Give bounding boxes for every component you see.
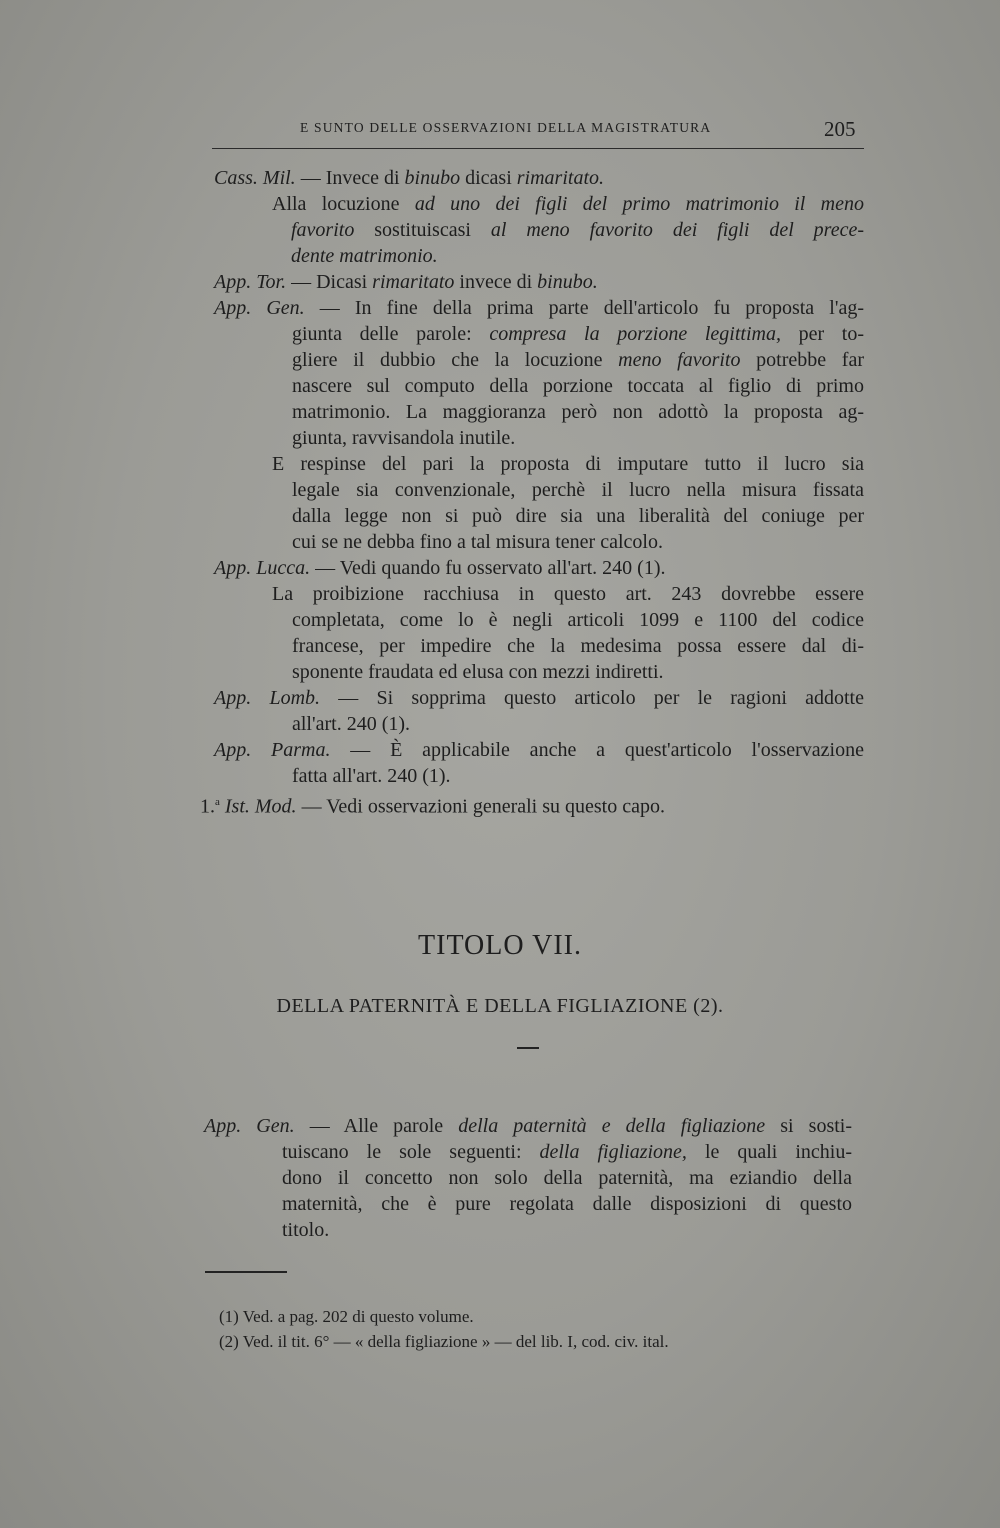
italic-span: binubo [404, 167, 461, 189]
entry-line: francese, per impedire che la medesima possa essere dal di- [292, 635, 864, 657]
text-span: dicasi [465, 167, 512, 189]
entry-line: nascere sul computo della porzione toccata al figlio di primo [292, 375, 864, 397]
source-label: App. Gen. [214, 297, 305, 319]
entry-app-lucca [214, 555, 864, 581]
text-span: — Vedi osservazioni generali su questo capo. [301, 795, 665, 818]
text-span: — In fine della prima parte dell'articolo fu proposta l'ag- [319, 297, 864, 319]
text-span: Dicasi [316, 271, 368, 293]
entry-e-respinse [214, 451, 864, 555]
footnote-rule [205, 1271, 287, 1273]
entry-line [214, 347, 864, 373]
entry-line: La proibizione racchiusa in questo art. 243 dovrebbe essere [272, 583, 864, 605]
italic-span: rimaritato [372, 271, 455, 293]
italic-span: al meno favorito dei figli del prece- [490, 219, 864, 241]
text-span: si sosti- [780, 1115, 853, 1137]
source-label: Ist. Mod. [224, 795, 297, 818]
text-span: sostituiscasi [374, 219, 471, 241]
ordinal-superscript: a [215, 796, 220, 808]
text-span: Invece di [325, 167, 400, 189]
entry-app-lomb [214, 685, 864, 737]
italic-span: meno favorito [618, 349, 741, 371]
text-span: — È applicabile anche a quest'articolo l'osservazione [350, 739, 864, 761]
text-span: invece di [459, 271, 533, 293]
entry-line [214, 295, 864, 321]
source-label: App. Lomb. [214, 687, 321, 709]
italic-span: dente matrimonio. [291, 245, 438, 267]
text-span: Alla locuzione [272, 193, 400, 215]
source-label: App. Tor. [214, 271, 287, 293]
entry-app-gen-titolo [204, 1113, 852, 1243]
italic-span: rimaritato. [516, 167, 605, 189]
text-span: per to- [798, 323, 865, 345]
text-span: potrebbe far [756, 349, 864, 371]
text-span: tuiscano le sole seguenti: [282, 1141, 522, 1163]
entry-line [200, 789, 864, 820]
entry-app-parma [214, 737, 864, 789]
source-label: App. Gen. [204, 1115, 295, 1137]
entry-line: sponente fraudata ed elusa con mezzi indiretti. [292, 661, 664, 683]
entry-line: completata, come lo è negli articoli 1099 e 1100 del codice [292, 609, 864, 631]
italic-span: binubo. [537, 271, 598, 293]
entry-line [214, 685, 864, 711]
entry-line: giunta, ravvisandola inutile. [292, 427, 516, 449]
entry-line [204, 1113, 852, 1139]
italic-span: compresa la porzione legittima, [489, 323, 781, 345]
entry-la-proibizione [214, 581, 864, 685]
entry-line [214, 737, 864, 763]
entry-line: E respinse del pari la proposta di imputare tutto il lucro sia [272, 453, 864, 475]
entry-line: dalla legge non si può dire sia una liberalità del coniuge per [292, 505, 864, 527]
entry-line [272, 243, 864, 269]
entry-line: cui se ne debba fino a tal misura tener calcolo. [292, 531, 663, 553]
ordinal-number: 1. [200, 795, 215, 818]
entry-app-tor [214, 269, 864, 295]
dash: — [300, 167, 321, 189]
footnote-2: (2) Ved. il tit. 6° — « della figliazione » — del lib. I, cod. civ. ital. [219, 1332, 669, 1351]
entry-line: dono il concetto non solo della paternità, ma eziandio della [282, 1167, 852, 1189]
dash: — [291, 271, 312, 293]
entry-line [214, 555, 864, 581]
entry-line [214, 321, 864, 347]
entry-alla-locuzione [272, 191, 864, 269]
source-label: App. Parma. [214, 739, 331, 761]
entry-line: maternità, che è pure regolata dalle disposizioni di questo [282, 1193, 852, 1215]
section-title: TITOLO VII. [418, 930, 582, 961]
italic-span: della figliazione, [539, 1141, 687, 1163]
entry-line [272, 217, 864, 243]
section-subtitle: DELLA PATERNITÀ E DELLA FIGLIAZIONE (2). [276, 995, 724, 1017]
running-head: E SUNTO DELLE OSSERVAZIONI DELLA MAGISTRATURA [300, 120, 712, 135]
entry-line [214, 165, 864, 191]
entry-line: fatta all'art. 240 (1). [292, 765, 451, 787]
entry-app-gen [214, 295, 864, 451]
italic-span: ad uno dei figli del primo matrimonio il meno [414, 193, 865, 215]
entry-line [214, 269, 864, 295]
text-span: le quali inchiu- [704, 1141, 853, 1163]
italic-span: favorito [291, 219, 355, 241]
italic-span: della paternità e della figliazione [458, 1115, 766, 1137]
entry-line: titolo. [282, 1219, 330, 1241]
entry-line: matrimonio. La maggioranza però non adottò la proposta ag- [292, 401, 864, 423]
header-rule [212, 148, 864, 149]
text-span: — Si sopprima questo articolo per le ragioni addotte [338, 687, 864, 709]
entry-cass-mil [214, 165, 864, 191]
entry-line [204, 1139, 852, 1165]
text-span: — Vedi quando fu osservato all'art. 240 (1). [315, 557, 666, 579]
text-span: giunta delle parole: [292, 323, 472, 345]
entry-line: legale sia convenzionale, perchè il lucro nella misura fissata [292, 479, 864, 501]
title-rule [517, 1047, 539, 1049]
text-span: gliere il dubbio che la locuzione [292, 349, 603, 371]
text-span: — Alle parole [309, 1115, 444, 1137]
page-number: 205 [824, 117, 856, 141]
entry-line [272, 191, 864, 217]
entry-line: all'art. 240 (1). [292, 713, 411, 735]
source-label: Cass. Mil. [214, 167, 296, 189]
source-label: App. Lucca. [214, 557, 311, 579]
footnote-1: (1) Ved. a pag. 202 di questo volume. [219, 1307, 474, 1326]
entry-ist-mod [200, 789, 864, 820]
